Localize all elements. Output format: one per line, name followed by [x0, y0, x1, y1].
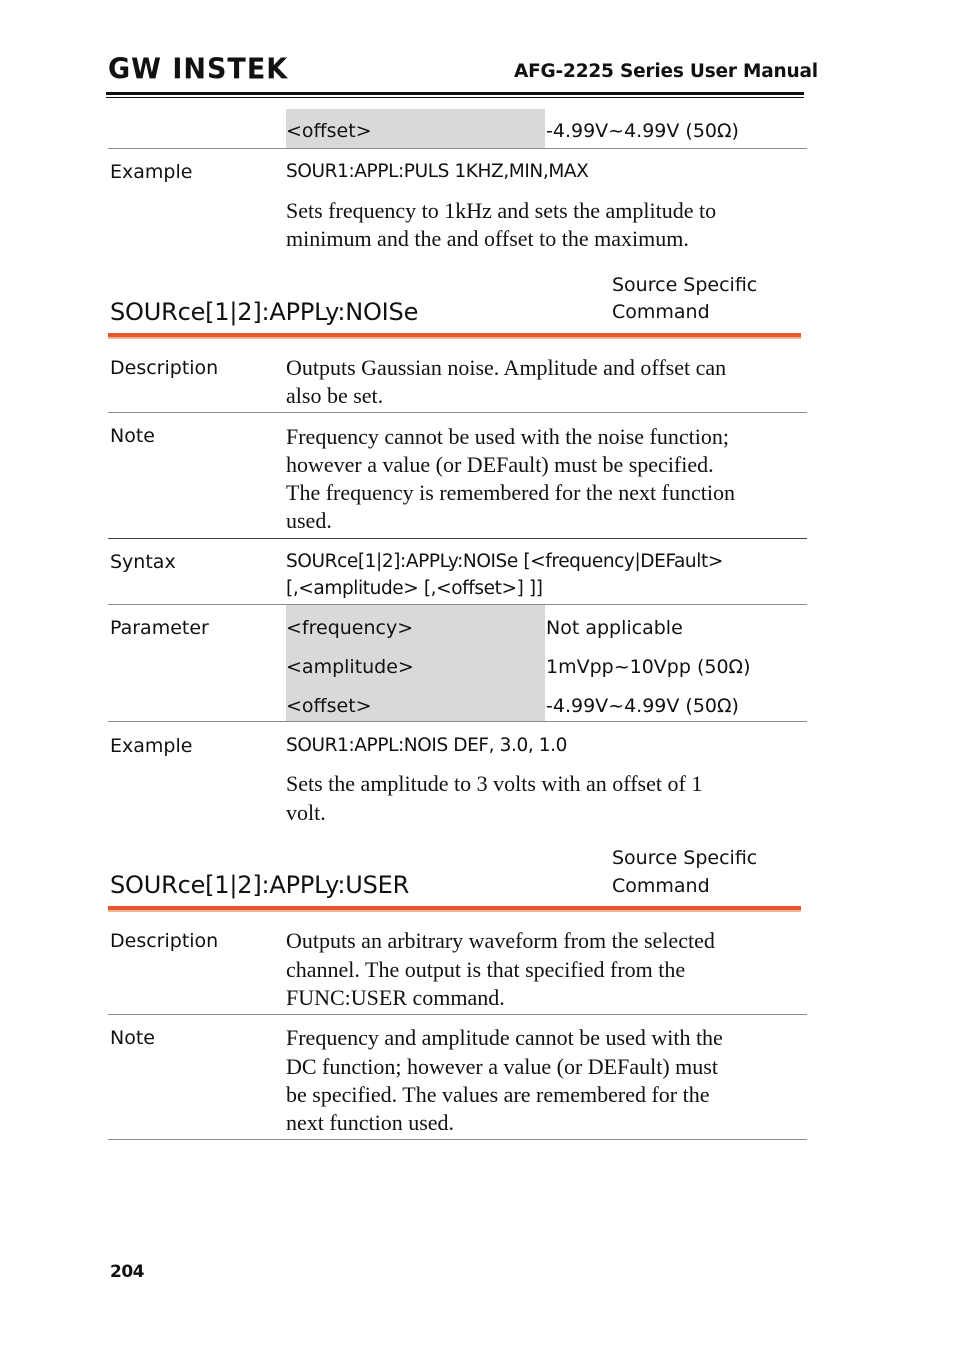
- note-label: Note: [110, 1027, 155, 1049]
- note-text-line: DC function; however a value (or DEFault) must: [286, 1054, 718, 1079]
- example-label: Example: [110, 161, 193, 183]
- description-text-line: Outputs an arbitrary waveform from the selected: [286, 928, 715, 953]
- description-text-line: Outputs Gaussian noise. Amplitude and offset can: [286, 355, 727, 380]
- header-rule: [106, 92, 804, 95]
- syntax-label: Syntax: [110, 551, 176, 573]
- section-title-user: SOURce[1|2]:APPLy:USER: [110, 871, 410, 899]
- brand-logo: GW INSTEK: [108, 53, 289, 86]
- example-text-line: minimum and the and offset to the maximum.: [286, 226, 689, 251]
- section-tag: Command: [612, 875, 710, 897]
- example-command: SOUR1:APPL:NOIS DEF, 3.0, 1.0: [286, 735, 568, 756]
- param-name: <offset>: [286, 695, 372, 717]
- example-text-line: volt.: [286, 800, 326, 825]
- header-rule-thin: [106, 97, 804, 98]
- example-command: SOUR1:APPL:PULS 1KHZ,MIN,MAX: [286, 161, 589, 182]
- row-divider: [108, 1139, 807, 1140]
- section-tag: Command: [612, 301, 710, 323]
- section-title-noise: SOURce[1|2]:APPLy:NOISe: [110, 298, 419, 326]
- note-text-line: used.: [286, 508, 332, 533]
- syntax-line: [,<amplitude> [,<offset>] ]]: [286, 578, 543, 599]
- example-text-line: Sets the amplitude to 3 volts with an offset of 1: [286, 771, 703, 796]
- manual-title: AFG-2225 Series User Manual: [514, 61, 818, 82]
- row-divider: [108, 412, 807, 413]
- section-tag: Source Specific: [612, 274, 758, 296]
- note-text-line: Frequency and amplitude cannot be used with the: [286, 1025, 723, 1050]
- note-text-line: Frequency cannot be used with the noise function;: [286, 424, 729, 449]
- section-underline-shadow: [108, 337, 801, 339]
- section-tag: Source Specific: [612, 847, 758, 869]
- description-label: Description: [110, 930, 219, 952]
- description-text-line: channel. The output is that specified from the: [286, 957, 686, 982]
- param-name: <offset>: [286, 120, 372, 142]
- note-label: Note: [110, 425, 155, 447]
- example-text-line: Sets frequency to 1kHz and sets the amplitude to: [286, 198, 717, 223]
- page-number: 204: [110, 1262, 144, 1282]
- param-value: Not applicable: [546, 617, 683, 639]
- parameter-label: Parameter: [110, 617, 209, 639]
- row-divider: [108, 1014, 807, 1015]
- note-text-line: next function used.: [286, 1110, 455, 1135]
- note-text-line: be specified. The values are remembered for the: [286, 1082, 710, 1107]
- row-divider: [108, 538, 807, 539]
- row-divider: [108, 721, 807, 722]
- row-divider: [108, 148, 807, 149]
- description-text-line: FUNC:USER command.: [286, 985, 505, 1010]
- note-text-line: The frequency is remembered for the next function: [286, 480, 735, 505]
- section-underline-shadow: [108, 910, 801, 912]
- param-value: 1mVpp~10Vpp (50Ω): [546, 656, 751, 678]
- param-value: -4.99V~4.99V (50Ω): [546, 695, 739, 717]
- param-value: -4.99V~4.99V (50Ω): [546, 120, 739, 142]
- param-name: <frequency>: [286, 617, 414, 639]
- note-text-line: however a value (or DEFault) must be specified.: [286, 452, 714, 477]
- syntax-line: SOURce[1|2]:APPLy:NOISe [<frequency|DEFault>: [286, 551, 723, 572]
- description-text-line: also be set.: [286, 383, 384, 408]
- example-label: Example: [110, 735, 193, 757]
- description-label: Description: [110, 357, 219, 379]
- param-name: <amplitude>: [286, 656, 414, 678]
